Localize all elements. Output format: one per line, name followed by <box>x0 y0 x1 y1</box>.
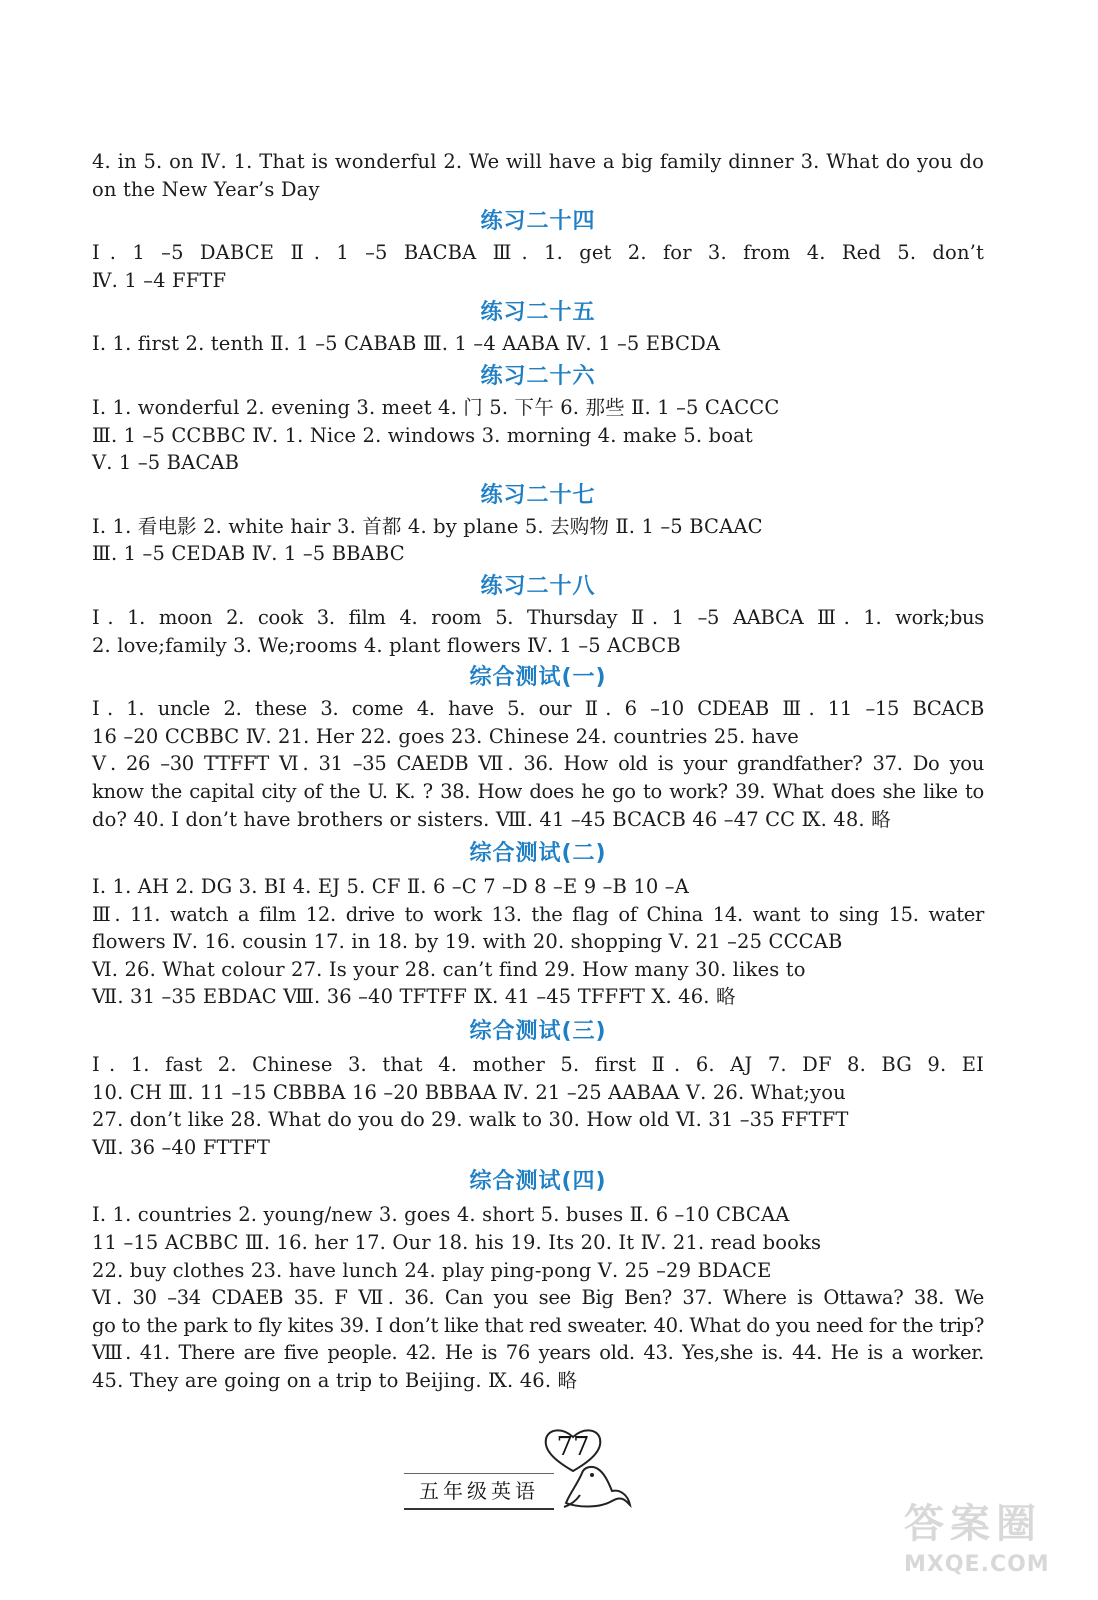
answer-line: Ⅰ. 1. uncle 2. these 3. come 4. have 5. our Ⅱ. 6 –10 CDEAB Ⅲ. 11 –15 BCACB <box>92 697 984 721</box>
answer-line: Ⅷ. 41. There are five people. 42. He is 76 years old. 43. Yes,she is. 44. He is a worker. <box>92 1341 984 1365</box>
answer-line: Ⅴ. 26 –30 TTFFT Ⅵ. 31 –35 CAEDB Ⅶ. 36. How old is your grandfather? 37. Do you <box>92 752 984 776</box>
answer-line: 11 –15 ACBBC Ⅲ. 16. her 17. Our 18. his 19. Its 20. It Ⅳ. 21. read books <box>92 1231 822 1255</box>
answer-line: 10. CH Ⅲ. 11 –15 CBBBA 16 –20 BBBAA Ⅳ. 21 –25 AABAA Ⅴ. 26. What;you <box>92 1080 846 1104</box>
answer-line: Ⅴ. 1 –5 BACAB <box>92 451 240 475</box>
answer-line: 16 –20 CCBBC Ⅳ. 21. Her 22. goes 23. Chinese 24. countries 25. have <box>92 724 799 748</box>
answer-line: Ⅰ. 1. countries 2. young/new 3. goes 4. short 5. buses Ⅱ. 6 –10 CBCAA <box>92 1203 790 1227</box>
answer-line: Ⅲ. 1 –5 CCBBC Ⅳ. 1. Nice 2. windows 3. morning 4. make 5. boat <box>92 423 753 447</box>
page-number: 77 <box>556 1432 590 1462</box>
book-title: 五年级英语 <box>404 1473 554 1510</box>
section-title: 综合测试(三) <box>469 1019 607 1045</box>
watermark-url: MXQE.COM <box>904 1552 1050 1577</box>
section-title: 练习二十六 <box>480 363 596 389</box>
answer-line: flowers Ⅳ. 16. cousin 17. in 18. by 19. with 20. shopping Ⅴ. 21 –25 CCCAB <box>92 930 843 954</box>
answer-line: Ⅵ. 26. What colour 27. Is your 28. can’t find 29. How many 30. likes to <box>92 957 806 981</box>
section-title: 综合测试(二) <box>469 841 607 867</box>
page-footer <box>392 1425 642 1515</box>
answer-line: 45. They are going on a trip to Beijing. Ⅸ. 46. 略 <box>92 1369 578 1392</box>
answer-line: know the capital city of the U. K. ? 38. How does he go to work? 39. What does she like to <box>92 779 984 803</box>
answer-line: Ⅳ. 1 –4 FFTF <box>92 268 227 292</box>
answer-line: Ⅰ. 1 –5 DABCE Ⅱ. 1 –5 BACBA Ⅲ. 1. get 2. for 3. from 4. Red 5. don’t <box>92 241 984 265</box>
section-title: 练习二十七 <box>480 482 596 508</box>
watermark <box>904 1498 1090 1593</box>
answer-line: Ⅰ. 1. 看电影 2. white hair 3. 首都 4. by plane 5. 去购物 Ⅱ. 1 –5 BCAAC <box>92 514 763 538</box>
answer-line: Ⅰ. 1. AH 2. DG 3. BI 4. EJ 5. CF Ⅱ. 6 –C 7 –D 8 –E 9 –B 10 –A <box>92 875 689 899</box>
section-title: 练习二十五 <box>480 300 596 326</box>
answer-line: do? 40. I don’t have brothers or sisters. Ⅷ. 41 –45 BCACB 46 –47 CC Ⅸ. 48. 略 <box>92 807 891 831</box>
answer-line: Ⅶ. 36 –40 FTTFT <box>92 1135 271 1159</box>
watermark-logo: 答案圈 <box>904 1501 1042 1547</box>
answer-line: Ⅶ. 31 –35 EBDAC Ⅷ. 36 –40 TFTFF Ⅸ. 41 –45 TFFFT Ⅹ. 46. 略 <box>92 985 736 1009</box>
intro-line-1: 4. in 5. on Ⅳ. 1. That is wonderful 2. We will have a big family dinner 3. What do you do <box>92 150 984 173</box>
seal-mascot-icon <box>552 1445 632 1515</box>
answer-line: Ⅰ. 1. wonderful 2. evening 3. meet 4. 门 5. 下午 6. 那些 Ⅱ. 1 –5 CACCC <box>92 395 780 419</box>
answer-line: Ⅲ. 11. watch a film 12. drive to work 13. the flag of China 14. want to sing 15. water <box>92 902 984 926</box>
answer-line: Ⅲ. 1 –5 CEDAB Ⅳ. 1 –5 BBABC <box>92 542 405 566</box>
answer-line: Ⅵ. 30 –34 CDAEB 35. F Ⅶ. 36. Can you see Big Ben? 37. Where is Ottawa? 38. We <box>92 1286 984 1310</box>
answer-line: 2. love;family 3. We;rooms 4. plant flowers Ⅳ. 1 –5 ACBCB <box>92 633 681 657</box>
answer-line: 22. buy clothes 23. have lunch 24. play ping-pong Ⅴ. 25 –29 BDACE <box>92 1258 772 1282</box>
section-title: 练习二十八 <box>480 573 596 599</box>
section-title: 综合测试(一) <box>469 665 607 691</box>
answer-page <box>92 148 984 1395</box>
answer-line: 27. don’t like 28. What do you do 29. walk to 30. How old Ⅵ. 31 –35 FFTFT <box>92 1108 849 1132</box>
section-title: 综合测试(四) <box>469 1169 607 1195</box>
section-title: 练习二十四 <box>480 209 596 235</box>
answer-line: Ⅰ. 1. moon 2. cook 3. film 4. room 5. Thursday Ⅱ. 1 –5 AABCA Ⅲ. 1. work;bus <box>92 605 984 629</box>
answer-line: Ⅰ. 1. fast 2. Chinese 3. that 4. mother 5. first Ⅱ. 6. AJ 7. DF 8. BG 9. EI <box>92 1053 984 1077</box>
answer-line: Ⅰ. 1. first 2. tenth Ⅱ. 1 –5 CABAB Ⅲ. 1 –4 AABA Ⅳ. 1 –5 EBCDA <box>92 332 721 356</box>
answer-line: go to the park to fly kites 39. I don’t like that red sweater. 40. What do you need for the trip? <box>92 1313 984 1337</box>
intro-line-2: on the New Year’s Day <box>92 177 320 201</box>
